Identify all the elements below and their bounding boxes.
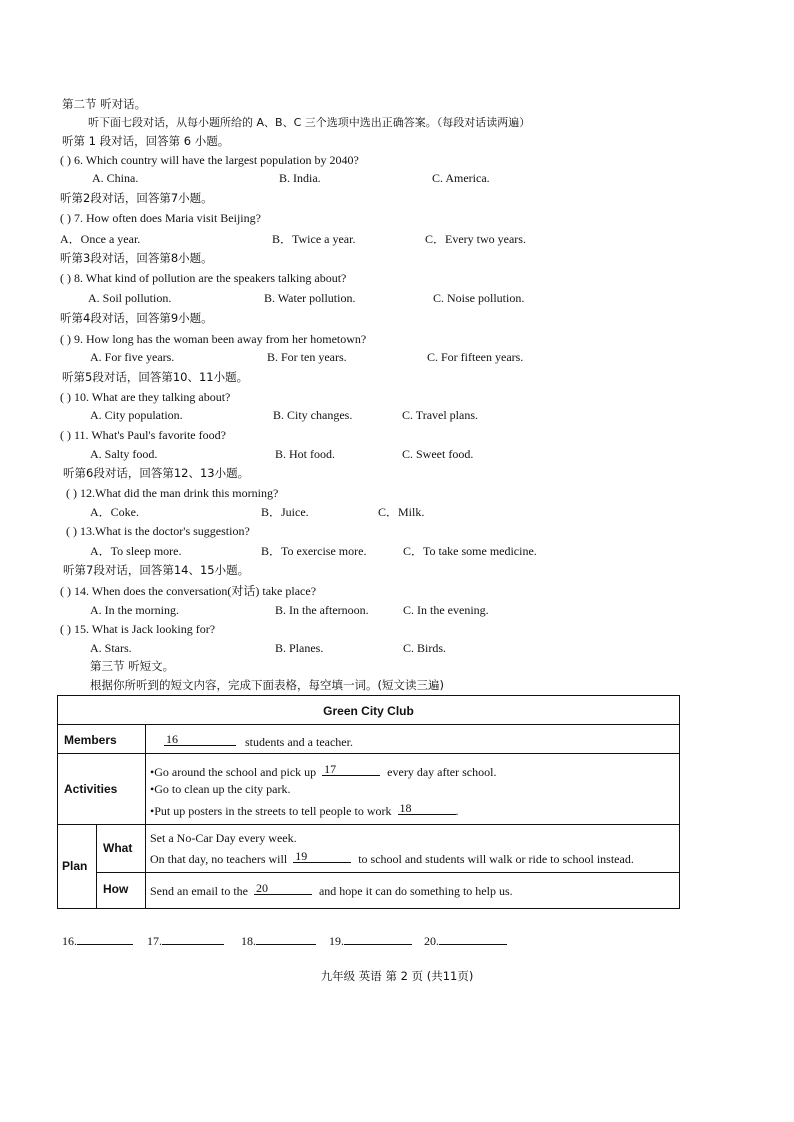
option-a: A．Coke.	[90, 505, 139, 519]
question-text: ( ) 9. How long has the woman been away from her hometown?	[60, 332, 367, 346]
group-label: 听第5段对话，回答第10、11小题。	[62, 370, 249, 384]
question-text: ( ) 13.What is the doctor's suggestion?	[66, 524, 250, 538]
group-label: 听第7段对话，回答第14、15小题。	[63, 563, 250, 577]
option-b: B. City changes.	[273, 408, 353, 422]
option-a: A．Once a year.	[60, 232, 141, 246]
question-text: ( ) 12.What did the man drink this morning?	[66, 486, 279, 500]
members-label: Members	[64, 733, 117, 747]
option-a: A. Stars.	[90, 641, 132, 655]
option-b: B．To exercise more.	[261, 544, 367, 558]
option-c: C. Noise pollution.	[433, 291, 525, 305]
option-a: A．To sleep more.	[90, 544, 182, 558]
question-text: ( ) 10. What are they talking about?	[60, 390, 231, 404]
option-c: C．Milk.	[378, 505, 425, 519]
group-label: 听第 1 段对话，回答第 6 小题。	[62, 134, 230, 148]
green-city-club-table	[57, 695, 680, 909]
question-text: ( ) 15. What is Jack looking for?	[60, 622, 216, 636]
what-label: What	[103, 841, 133, 855]
members-row: 16 students and a teacher.	[166, 732, 353, 749]
how-label: How	[103, 882, 129, 896]
question-text: ( ) 7. How often does Maria visit Beijing?	[60, 211, 261, 225]
table-title: Green City Club	[323, 704, 414, 718]
activity-3: •Put up posters in the streets to tell people to work 18 .	[150, 801, 459, 818]
question-text: ( ) 11. What's Paul's favorite food?	[60, 428, 226, 442]
section3-title: 第三节 听短文。	[90, 659, 175, 673]
question-text: ( ) 14. When does the conversation(对话) take place?	[60, 584, 317, 598]
option-a: A. City population.	[90, 408, 183, 422]
option-c: C. Birds.	[403, 641, 447, 655]
option-b: B. Planes.	[275, 641, 324, 655]
group-label: 听第3段对话，回答第8小题。	[60, 251, 213, 265]
answer-19[interactable]: 19.	[329, 932, 412, 948]
what-line-1: Set a No-Car Day every week.	[150, 831, 297, 845]
blank-20[interactable]: 20	[254, 882, 312, 895]
blank-16[interactable]: 16	[164, 733, 236, 746]
option-a: A. Soil pollution.	[88, 291, 172, 305]
option-a: A. China.	[92, 171, 139, 185]
option-c: C. In the evening.	[403, 603, 489, 617]
page-footer: 九年级 英语 第 2 页 (共11页)	[320, 969, 474, 983]
activity-1: •Go around the school and pick up 17 every day after school.	[150, 762, 497, 779]
option-b: B. Water pollution.	[264, 291, 356, 305]
plan-label: Plan	[62, 859, 88, 873]
option-c: C. For fifteen years.	[427, 350, 524, 364]
answer-17[interactable]: 17.	[147, 932, 224, 948]
group-label: 听第6段对话，回答第12、13小题。	[63, 466, 250, 480]
section2-title: 第二节 听对话。	[62, 97, 147, 111]
group-label: 听第4段对话，回答第9小题。	[60, 311, 213, 325]
how-line: Send an email to the 20 and hope it can do something to help us.	[150, 881, 513, 898]
option-b: B．Juice.	[261, 505, 309, 519]
option-b: B．Twice a year.	[272, 232, 356, 246]
question-text: ( ) 8. What kind of pollution are the speakers talking about?	[60, 271, 347, 285]
option-b: B. India.	[279, 171, 321, 185]
blank-18[interactable]: 18	[398, 802, 456, 815]
answer-18[interactable]: 18.	[241, 932, 316, 948]
option-b: B. In the afternoon.	[275, 603, 369, 617]
answer-20[interactable]: 20.	[424, 932, 507, 948]
question-text: ( ) 6. Which country will have the largest population by 2040?	[60, 153, 359, 167]
blank-19[interactable]: 19	[293, 850, 351, 863]
option-c: C．To take some medicine.	[403, 544, 537, 558]
option-c: C. America.	[432, 171, 490, 185]
option-b: B. Hot food.	[275, 447, 335, 461]
option-b: B. For ten years.	[267, 350, 347, 364]
group-label: 听第2段对话，回答第7小题。	[60, 191, 213, 205]
activity-2: •Go to clean up the city park.	[150, 782, 291, 796]
option-a: A. In the morning.	[90, 603, 179, 617]
option-a: A. For five years.	[90, 350, 175, 364]
option-c: C. Travel plans.	[402, 408, 479, 422]
blank-17[interactable]: 17	[322, 763, 380, 776]
section2-instruction: 听下面七段对话，从每小题所给的 A、B、C 三个选项中选出正确答案。（每段对话读两遍）	[88, 116, 531, 129]
section3-instruction: 根据你所听到的短文内容，完成下面表格，每空填一词。(短文读三遍)	[90, 678, 444, 692]
option-a: A. Salty food.	[90, 447, 158, 461]
what-line-2: On that day, no teachers will 19 to school and students will walk or ride to school instead.	[150, 849, 634, 866]
activities-label: Activities	[64, 782, 118, 796]
answer-16[interactable]: 16.	[62, 932, 133, 948]
option-c: C．Every two years.	[425, 232, 526, 246]
option-c: C. Sweet food.	[402, 447, 474, 461]
